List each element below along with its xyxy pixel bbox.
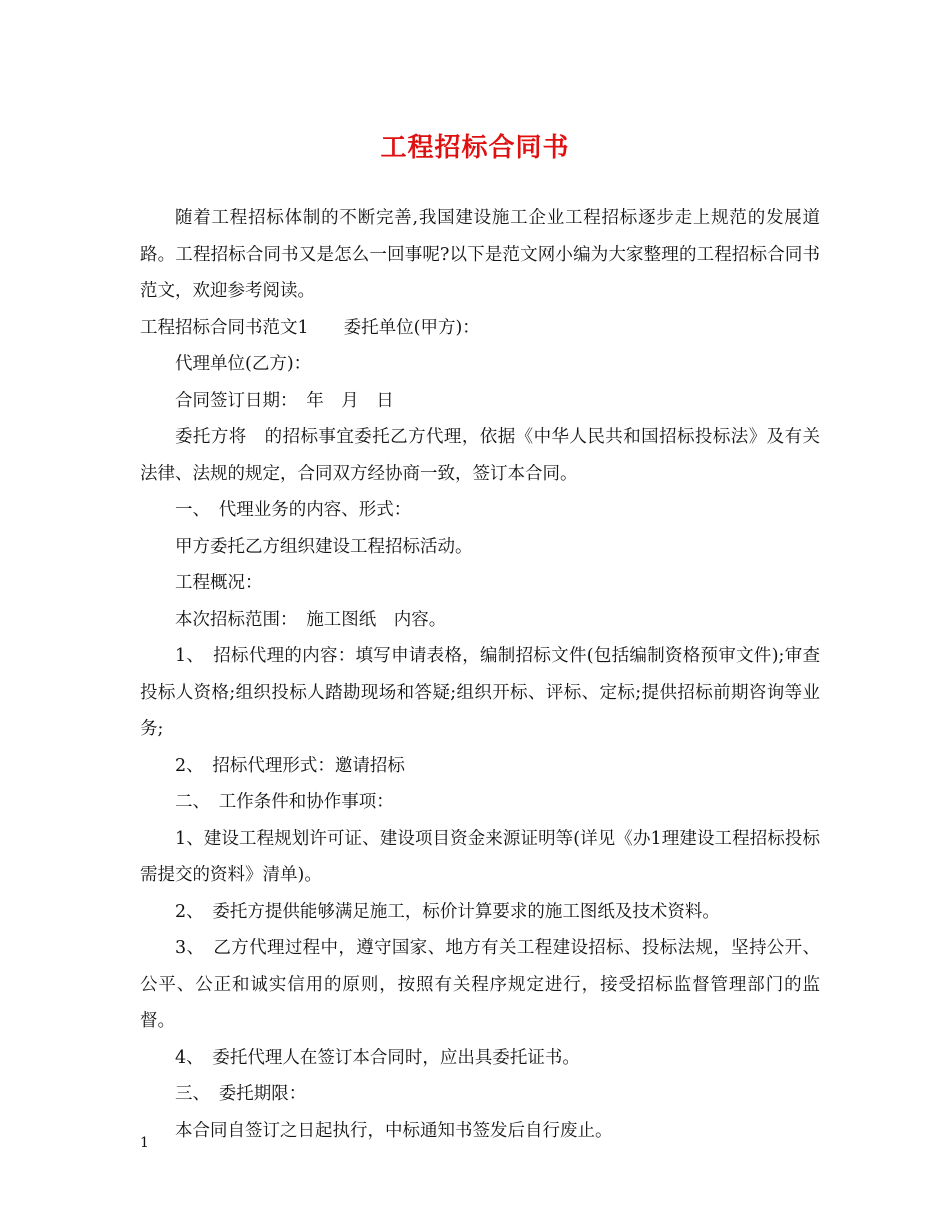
clause-paragraph: 本合同自签订之日起执行，中标通知书签发后自行废止。 [175,1120,613,1141]
sample-heading-line: 工程招标合同书范文1 委托单位(甲方)： [140,317,480,338]
section-heading: 二、 工作条件和协作事项： [175,792,394,812]
signing-date-line: 合同签订日期： 年 月 日 [175,390,394,411]
clause-paragraph: 1、建设工程规划许可证、建设项目资金来源证明等(详见《办1理建设工程招标投标需提交的资料》清单)。 [140,828,820,885]
clause-paragraph: 3、 乙方代理过程中，遵守国家、地方有关工程建设招标、投标法规，坚持公开、公平、公正和诚实信用的原则，按照有关程序规定进行，接受招标监督管理部门的监督。 [140,938,820,1031]
document-title: 工程招标合同书 [380,133,570,163]
section-heading: 一、 代理业务的内容、形式： [175,500,412,520]
agent-party-line: 代理单位(乙方)： [175,354,312,374]
clause-paragraph: 2、 招标代理形式：邀请招标 [175,755,405,776]
entrustment-paragraph: 委托方将 的招标事宜委托乙方代理，依据《中华人民共和国招标投标法》及有关法律、法规的规定，合同双方经协商一致，签订本合同。 [140,427,820,484]
section-heading: 三、 委托期限： [175,1084,307,1104]
clause-paragraph: 本次招标范围： 施工图纸 内容。 [175,609,447,630]
page-number: 1 [140,1135,149,1151]
clause-paragraph: 2、 委托方提供能够满足施工，标价计算要求的施工图纸及技术资料。 [175,901,720,922]
document-body [140,200,820,1149]
clause-paragraph: 1、 招标代理的内容：填写申请表格，编制招标文件(包括编制资格预审文件);审查投标人资格;组织投标人踏勘现场和答疑;组织开标、评标、定标;提供招标前期咨询等业务; [140,646,820,739]
intro-paragraph: 随着工程招标体制的不断完善,我国建设施工企业工程招标逐步走上规范的发展道路。工程招标合同书又是怎么一回事呢?以下是范文网小编为大家整理的工程招标合同书范文，欢迎参考阅读。 [140,208,820,301]
clause-paragraph: 4、 委托代理人在签订本合同时，应出具委托证书。 [175,1047,580,1068]
clause-paragraph: 工程概况： [175,573,263,593]
clause-paragraph: 甲方委托乙方组织建设工程招标活动。 [175,536,473,557]
